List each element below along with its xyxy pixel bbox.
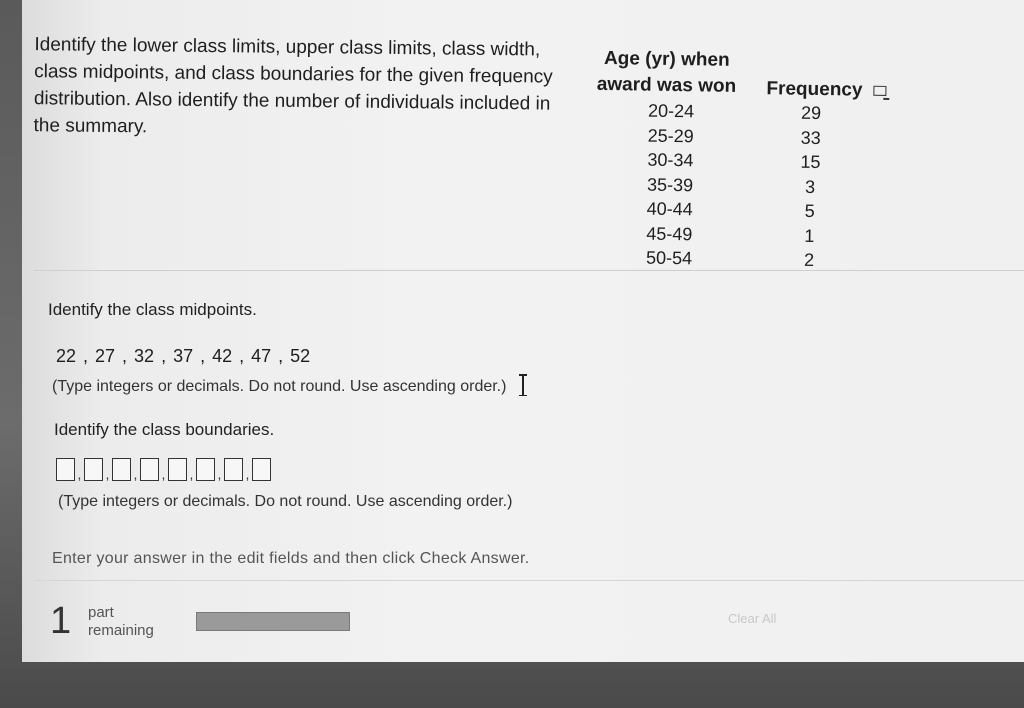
table-rows	[574, 100, 822, 271]
frequency-cell: 29	[800, 102, 822, 124]
boundary-input-7[interactable]	[224, 458, 243, 481]
midpoints-hint: (Type integers or decimals. Do not round. Use ascending order.)	[52, 378, 507, 395]
age-cell: 50-54	[645, 247, 693, 269]
frequency-table	[577, 46, 917, 270]
question-text: Identify the lower class limits, upper class limits, class width, class midpoints, and class boundaries for the given frequency distribution. Also identify the number of individuals included in the summary.	[33, 34, 553, 138]
midpoints-label: Identify the class midpoints.	[48, 300, 257, 319]
clear-all-button[interactable]: Clear All	[728, 611, 777, 626]
frequency-header-label: Frequency	[766, 78, 863, 101]
part-word: part	[88, 604, 114, 621]
parts-remaining-count: 1	[50, 600, 72, 642]
frequency-cell: 3	[804, 176, 816, 197]
remaining-word: remaining	[88, 622, 154, 639]
progress-bar	[196, 612, 350, 631]
frequency-cell: 33	[800, 127, 821, 148]
separator: ,	[77, 466, 82, 482]
text-cursor-icon	[522, 374, 524, 396]
boundaries-input-group	[56, 458, 271, 481]
age-cell: 40-44	[646, 198, 693, 220]
age-cell: 35-39	[646, 174, 694, 195]
age-cell: 20-24	[647, 100, 695, 122]
footer-divider	[34, 580, 1024, 581]
age-cell: 25-29	[647, 125, 694, 146]
boundary-input-4[interactable]	[140, 458, 159, 481]
question-screen	[22, 0, 1024, 662]
frequency-cell: 1	[804, 225, 815, 246]
age-cell: 45-49	[646, 223, 693, 244]
separator: ,	[217, 466, 222, 482]
boundary-input-6[interactable]	[196, 458, 215, 481]
boundary-input-5[interactable]	[168, 458, 187, 481]
separator: ,	[189, 466, 194, 482]
separator: ,	[245, 466, 250, 482]
frequency-cell: 15	[800, 151, 821, 173]
boundary-input-3[interactable]	[112, 458, 131, 481]
frequency-cell: 5	[804, 200, 815, 221]
expand-table-icon[interactable]	[874, 86, 887, 96]
midpoints-answer[interactable]: 22 , 27 , 32 , 37 , 42 , 47 , 52	[56, 346, 311, 366]
instruction-text: Enter your answer in the edit fields and then click Check Answer.	[52, 550, 530, 567]
separator: ,	[133, 466, 138, 482]
boundary-input-2[interactable]	[84, 458, 103, 481]
boundaries-label: Identify the class boundaries.	[54, 420, 275, 439]
parts-remaining-label	[88, 604, 154, 640]
separator: ,	[161, 466, 166, 482]
boundary-input-1[interactable]	[56, 458, 75, 481]
boundaries-hint: (Type integers or decimals. Do not round. Use ascending order.)	[58, 493, 513, 510]
frequency-cell: 2	[803, 249, 815, 270]
separator: ,	[105, 466, 110, 482]
age-cell: 30-34	[647, 149, 694, 171]
boundary-input-8[interactable]	[252, 458, 271, 481]
section-divider	[34, 270, 1024, 271]
frequency-column-header	[766, 78, 887, 102]
age-column-header: Age (yr) when award was won	[596, 48, 737, 97]
